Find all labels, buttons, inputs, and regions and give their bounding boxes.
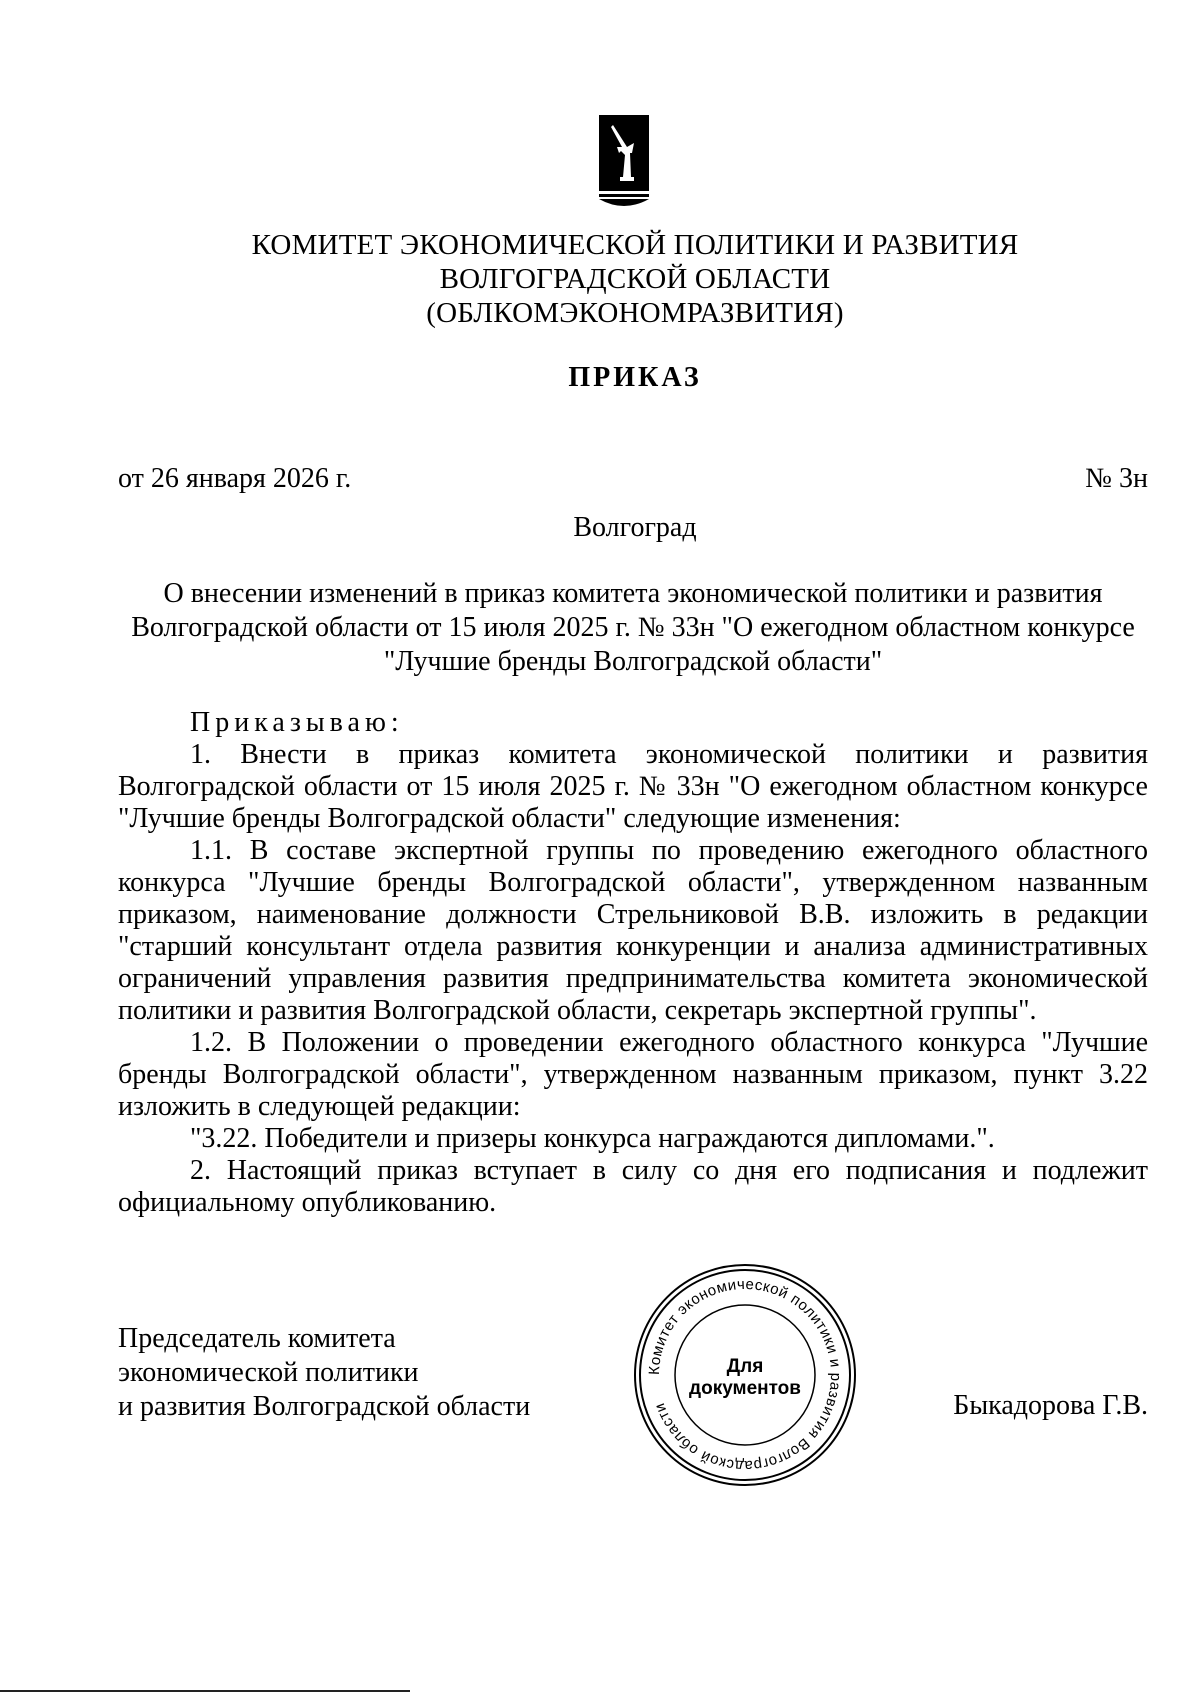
signer-title-line1: Председатель комитета: [118, 1323, 396, 1354]
document-date: от 26 января 2026 г.: [118, 463, 352, 494]
org-name-line2: ВОЛГОГРАДСКОЙ ОБЛАСТИ: [439, 263, 831, 295]
paragraph-1-1: 1.1. В составе экспертной группы по проведению ежегодного областного конкурса "Лучшие бренды Волгоградской области", утвержденном названным приказом, наименование должности Стрельниковой В.В. изложить в редакции "старший консультант отдела развития конкуренции и анализа административных ограничений управления развития предпринимательства комитета экономической политики и развития Волгоградской области, секретарь экспертной группы".: [118, 835, 1148, 1026]
seal-center-line2: документов: [689, 1378, 801, 1399]
org-name-line1: КОМИТЕТ ЭКОНОМИЧЕСКОЙ ПОЛИТИКИ И РАЗВИТИЯ: [251, 229, 1019, 261]
order-word: Приказываю:: [190, 707, 404, 738]
emblem-icon: [597, 113, 651, 213]
org-name-line3: (ОБЛКОМЭКОНОМРАЗВИТИЯ): [426, 297, 844, 329]
document-body: [118, 707, 1148, 1219]
signer-title-line2: экономической политики: [118, 1357, 419, 1388]
subject-line2: Волгоградской области от 15 июля 2025 г. № 33н "О ежегодном областном конкурсе: [131, 612, 1135, 643]
signer-title-line3: и развития Волгоградской области: [118, 1391, 531, 1422]
seal-stamp-icon: [632, 1262, 858, 1488]
subject-line3: "Лучшие бренды Волгоградской области": [383, 646, 883, 677]
document-city: Волгоград: [573, 512, 697, 543]
paragraph-2: 2. Настоящий приказ вступает в силу со дня его подписания и подлежит официальному опубликованию.: [118, 1155, 1148, 1218]
coat-of-arms-emblem: [597, 113, 651, 213]
seal-center-line1: Для: [726, 1356, 764, 1377]
document-type-title: ПРИКАЗ: [568, 362, 702, 393]
scan-edge-line: [0, 1690, 410, 1692]
paragraph-1: 1. Внести в приказ комитета экономической политики и развития Волгоградской области от 15 июля 2025 г. № 33н "О ежегодном областном конкурсе "Лучшие бренды Волгоградской области" следующие изменения:: [118, 739, 1148, 834]
paragraph-1-2: 1.2. В Положении о проведении ежегодного областного конкурса "Лучшие бренды Волгоградской области", утвержденном названным приказом, пункт 3.22 изложить в следующей редакции:: [118, 1027, 1148, 1122]
organization-name: [0, 228, 1200, 330]
signer-name: Быкадорова Г.В.: [953, 1390, 1148, 1421]
signer-title: [118, 1322, 530, 1424]
seal-ring-text: Комитет экономической политики и развития Волгоградской области: [645, 1275, 845, 1475]
document-subject: [118, 577, 1148, 679]
paragraph-1-2-quote: "3.22. Победители и призеры конкурса награждаются дипломами.".: [190, 1123, 995, 1154]
document-number: № 3н: [1085, 463, 1148, 494]
subject-line1: О внесении изменений в приказ комитета экономической политики и развития: [163, 578, 1103, 609]
official-seal: [632, 1262, 858, 1488]
